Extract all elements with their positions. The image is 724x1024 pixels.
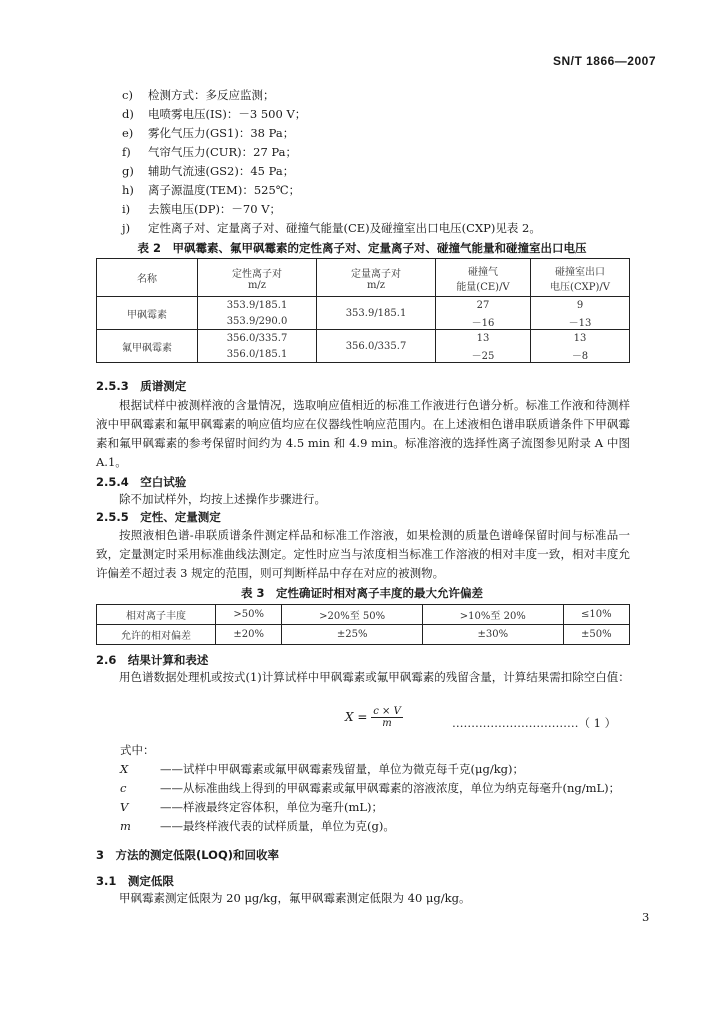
param-text: 雾化气压力(GS1)：38 Pa； — [148, 126, 295, 140]
variable-symbol: c — [120, 781, 127, 795]
section-2-5-4-title: 2.5.4 空白试验 — [96, 475, 187, 489]
section-3-1-para: 甲砜霉素测定低限为 20 μg/kg，氟甲砜霉素测定低限为 40 μg/kg。 — [119, 891, 471, 905]
section-3-title: 3 方法的测定低限(LOQ)和回收率 — [96, 848, 279, 862]
variable-def — [120, 762, 524, 776]
param-label: g) — [122, 164, 134, 178]
cell-cxp: 9 — [531, 297, 630, 314]
variable-symbol: m — [120, 819, 131, 833]
table3 — [96, 604, 630, 645]
cell-ce: －16 — [436, 313, 531, 330]
param-label: i) — [122, 202, 131, 216]
section-2-5-3-title: 2.5.3 质谱测定 — [96, 379, 187, 393]
param-item — [122, 145, 297, 159]
variable-desc: ——最终样液代表的试样质量，单位为克(g)。 — [160, 819, 395, 833]
param-text: 电喷雾电压(IS)：－3 500 V； — [148, 107, 307, 121]
standard-number: SN/T 1866—2007 — [552, 54, 656, 68]
formula-lhs: X = — [345, 710, 368, 724]
table3-cell: ±50% — [563, 625, 629, 645]
table3-cell: ±20% — [216, 625, 282, 645]
cell-cxp: －13 — [531, 313, 630, 330]
cell-cxp: －8 — [531, 346, 630, 363]
cell-quant: 353.9/185.1 — [317, 297, 436, 330]
cell-cxp: 13 — [531, 330, 630, 347]
cell-qual: 353.9/185.1 — [198, 297, 317, 314]
cell-ce: 27 — [436, 297, 531, 314]
formula-denominator: m — [382, 718, 392, 729]
param-label: d) — [122, 107, 134, 121]
formula-number: ……………………………（ 1 ） — [452, 716, 617, 730]
variable-desc: ——从标准曲线上得到的甲砜霉素或氟甲砜霉素的溶液浓度，单位为纳克每毫升(ng/mL)； — [160, 781, 621, 795]
cell-qual: 353.9/290.0 — [198, 313, 317, 330]
param-text: 去簇电压(DP)：－70 V； — [148, 202, 282, 216]
variable-symbol: X — [120, 762, 129, 776]
table2-caption: 表 2 甲砜霉素、氟甲砜霉素的定性离子对、定量离子对、碰撞气能量和碰撞室出口电压 — [137, 241, 587, 255]
header-quant — [317, 259, 436, 297]
param-text: 检测方式：多反应监测； — [148, 88, 275, 102]
cell-qual: 356.0/335.7 — [198, 330, 317, 347]
variable-desc: ——试样中甲砜霉素或氟甲砜霉素残留量，单位为微克每千克(μg/kg)； — [160, 762, 525, 776]
header-qual — [198, 259, 317, 297]
param-item — [122, 221, 541, 235]
table3-cell: >10%至 20% — [422, 605, 563, 625]
section-2-5-4-para: 除不加试样外，均按上述操作步骤进行。 — [119, 492, 326, 506]
cell-qual: 356.0/185.1 — [198, 346, 317, 363]
param-item — [122, 88, 275, 102]
header-ce-line1: 碰撞气 — [468, 266, 498, 278]
formula-1 — [345, 706, 403, 729]
table3-cell: ≤10% — [563, 605, 629, 625]
section-2-5-5-para: 按照液相色谱-串联质谱条件测定样品和标准工作溶液，如果检测的质量色谱峰保留时间与标准品一致，定量测定时采用标准曲线法测定。定性时应当与浓度相当标准工作溶液的相对丰度一致，相对丰度允许偏差不超过表 3 规定的范围，则可判断样品中存在对应的被测物。 — [96, 528, 630, 580]
section-2-6-para: 用色谱数据处理机或按式(1)计算试样中甲砜霉素或氟甲砜霉素的残留含量，计算结果需扣除空白值： — [119, 670, 630, 684]
variable-def — [120, 819, 395, 833]
table3-row2-label: 允许的相对偏差 — [97, 625, 216, 645]
variable-def — [120, 781, 620, 795]
param-text: 辅助气流速(GS2)：45 Pa； — [148, 164, 295, 178]
cell-quant: 356.0/335.7 — [317, 330, 436, 363]
section-2-5-5-title: 2.5.5 定性、定量测定 — [96, 510, 221, 524]
table3-caption: 表 3 定性确证时相对离子丰度的最大允许偏差 — [240, 586, 483, 600]
param-label: f) — [122, 145, 131, 159]
param-text: 气帘气压力(CUR)：27 Pa； — [148, 145, 297, 159]
cell-ce: －25 — [436, 346, 531, 363]
table3-cell: ±30% — [422, 625, 563, 645]
param-item — [122, 126, 294, 140]
page-number: 3 — [642, 910, 650, 924]
table3-cell: ±25% — [282, 625, 423, 645]
variable-def — [120, 800, 383, 814]
table3-cell: >50% — [216, 605, 282, 625]
header-qual-line2: m/z — [247, 279, 267, 291]
variable-desc: ——样液最终定容体积，单位为毫升(mL)； — [160, 800, 384, 814]
param-item — [122, 202, 281, 216]
row-name: 氟甲砜霉素 — [97, 330, 198, 363]
param-item — [122, 183, 300, 197]
cell-ce: 13 — [436, 330, 531, 347]
table3-row1-label: 相对离子丰度 — [97, 605, 216, 625]
section-2-6-title: 2.6 结果计算和表述 — [96, 653, 209, 667]
header-cxp — [531, 259, 630, 297]
header-quant-line2: m/z — [366, 279, 386, 291]
header-quant-line1: 定量离子对 — [351, 268, 401, 280]
param-text: 离子源温度(TEM)：525℃； — [148, 183, 301, 197]
section-2-5-3-para: 根据试样中被测样液的含量情况，选取响应值相近的标准工作液进行色谱分析。标准工作液和待测样液中甲砜霉素和氟甲砜霉素的响应值均应在仪器线性响应范围内。在上述液相色谱串联质谱条件下甲砜霉素和氟甲砜霉素的参考保留时间约为 4.5 min 和 4.9 min。标准溶液的选择性离子流图参见附录 A 中图 A.1。 — [96, 398, 630, 469]
where-label: 式中： — [120, 743, 155, 757]
header-cxp-line2: 电压(CXP)/V — [550, 281, 610, 293]
param-label: e) — [122, 126, 134, 140]
section-3-1-title: 3.1 测定低限 — [96, 874, 174, 888]
header-ce — [436, 259, 531, 297]
param-label: j) — [122, 221, 131, 235]
param-label: c) — [122, 88, 133, 102]
header-cxp-line1: 碰撞室出口 — [555, 266, 605, 278]
table2 — [96, 258, 630, 363]
param-item — [122, 107, 306, 121]
formula-fraction — [371, 706, 403, 729]
header-name: 名称 — [97, 259, 198, 297]
header-qual-line1: 定性离子对 — [232, 268, 282, 280]
formula-numerator: c × V — [373, 706, 401, 717]
param-item — [122, 164, 294, 178]
row-name: 甲砜霉素 — [97, 297, 198, 330]
header-ce-line2: 能量(CE)/V — [456, 281, 510, 293]
param-text: 定性离子对、定量离子对、碰撞气能量(CE)及碰撞室出口电压(CXP)见表 2。 — [148, 221, 541, 235]
variable-symbol: V — [120, 800, 129, 814]
param-label: h) — [122, 183, 134, 197]
table3-cell: >20%至 50% — [282, 605, 423, 625]
